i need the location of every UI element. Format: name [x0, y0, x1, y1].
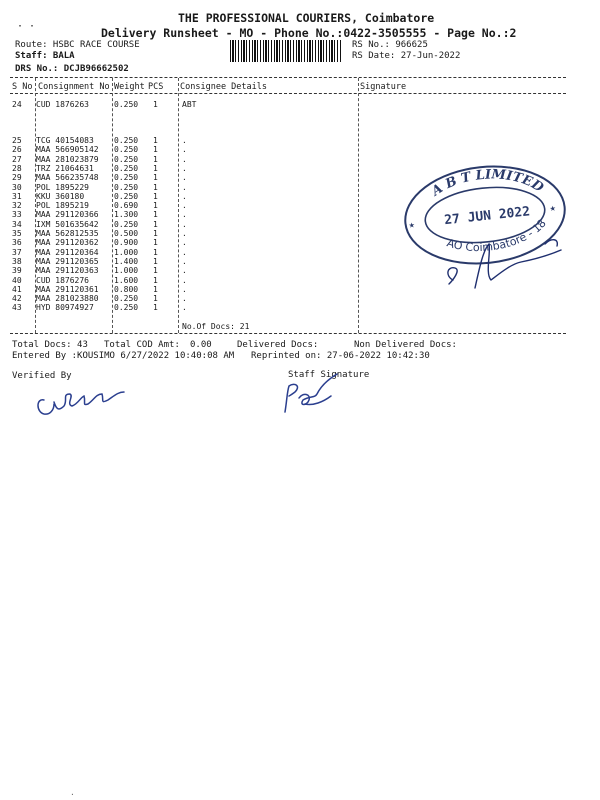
stamp-date: 27 JUN 2022 — [443, 204, 531, 229]
no-of-docs: No.Of Docs: 21 — [182, 322, 250, 331]
cell-consignee: . — [182, 266, 187, 276]
cell-consignee: . — [182, 191, 187, 201]
cell-sno: 42 — [12, 294, 22, 304]
entered-by: Entered By :KOUSIMO 6/27/2022 10:40:08 AM — [12, 351, 235, 361]
total-docs: Total Docs: 43 — [12, 340, 88, 350]
col-header-consignee: Consignee Details — [180, 82, 267, 92]
cell-consignment: MAA 291120363 — [36, 266, 99, 276]
cell-pcs: 1 — [153, 275, 158, 285]
staff-signature — [275, 368, 355, 418]
cell-consignee: . — [182, 294, 187, 304]
receiver-signature — [435, 228, 585, 308]
col-header-signature: Signature — [360, 82, 407, 92]
cell-weight: 1.600 — [114, 275, 139, 285]
cell-consignee: . — [182, 136, 187, 145]
cell-weight: 0.800 — [114, 284, 139, 294]
cell-weight: 0.250 — [114, 191, 139, 201]
cell-consignee: . — [182, 256, 187, 266]
cell-weight: 0.250 — [114, 163, 139, 173]
cell-consignee: . — [182, 210, 187, 220]
cell-consignee: . — [182, 201, 187, 211]
staff-label: Staff: BALA — [15, 51, 75, 61]
cell-pcs: 1 — [153, 219, 158, 229]
cell-pcs: 1 — [153, 294, 158, 304]
col-header-weight: Weight — [114, 82, 145, 92]
company-title: THE PROFESSIONAL COURIERS, Coimbatore — [178, 11, 435, 25]
cell-pcs: 1 — [153, 163, 158, 173]
cell-sno: 29 — [12, 173, 22, 183]
cell-sno: 37 — [12, 247, 22, 257]
cell-consignment: MAA 291120364 — [36, 247, 99, 257]
cell-consignment: POL 1895229 — [36, 182, 89, 192]
cell-consignment: MAA 562812535 — [36, 229, 99, 238]
svg-text:A B T LIMITED — [426, 161, 548, 207]
route-label: Route: HSBC RACE COURSE — [15, 40, 140, 50]
cell-consignee: . — [182, 247, 187, 257]
cell-weight: 0.250 — [114, 173, 139, 183]
cell-consignee: . — [182, 163, 187, 173]
cell-weight: 0.690 — [114, 201, 139, 211]
col-header-sno: S No — [12, 82, 33, 92]
cell-weight: 1.300 — [114, 210, 139, 220]
cell-pcs: 1 — [153, 284, 158, 294]
stamp-star-icon-right: ★ — [549, 202, 557, 215]
dot-mark: · · — [17, 21, 36, 32]
verified-by-label: Verified By — [12, 371, 72, 381]
stamp-top-text: A B T LIMITED — [429, 167, 546, 200]
cell-sno: 39 — [12, 266, 22, 276]
total-cod-label: Total COD Amt: — [104, 340, 180, 350]
cell-consignee: ABT — [182, 100, 197, 109]
cell-sno: 24 — [12, 100, 22, 109]
cell-sno: 32 — [12, 201, 22, 211]
table-row — [10, 100, 566, 109]
cell-sno: 41 — [12, 284, 22, 294]
cell-pcs: 1 — [153, 210, 158, 220]
table-row — [10, 145, 566, 154]
cell-sno: 40 — [12, 275, 22, 285]
runsheet-subtitle: Delivery Runsheet - MO - Phone No.:0422-3505555 - Page No.:2 — [101, 26, 517, 40]
stamp-star-icon: ★ — [408, 219, 416, 232]
cell-consignment: MAA 281023880 — [36, 294, 99, 304]
cell-pcs: 1 — [153, 247, 158, 257]
cell-pcs: 1 — [153, 238, 158, 248]
cell-consignee: . — [182, 154, 187, 164]
cell-consignment: MAA 566905142 — [36, 145, 99, 155]
table-bottom-border — [10, 333, 566, 334]
cell-pcs: 1 — [153, 303, 158, 313]
cell-sno: 33 — [12, 210, 22, 220]
col-header-pcs: PCS — [148, 82, 164, 92]
cell-consignee: . — [182, 219, 187, 229]
cell-pcs: 1 — [153, 136, 158, 145]
cell-weight: 0.250 — [114, 136, 139, 145]
cell-consignee: . — [182, 275, 187, 285]
cell-weight: 0.250 — [114, 219, 139, 229]
cell-consignment: MAA 291120366 — [36, 210, 99, 220]
cell-sno: 31 — [12, 191, 22, 201]
cell-consignment: MAA 291120362 — [36, 238, 99, 248]
cell-consignment: CUD 1876263 — [36, 100, 89, 109]
cell-sno: 36 — [12, 238, 22, 248]
cell-pcs: 1 — [153, 145, 158, 155]
total-cod-value: 0.00 — [190, 340, 212, 350]
cell-sno: 30 — [12, 182, 22, 192]
cell-sno: 27 — [12, 154, 22, 164]
cell-pcs: 1 — [153, 256, 158, 266]
cell-pcs: 1 — [153, 100, 158, 109]
cell-weight: 0.250 — [114, 182, 139, 192]
cell-pcs: 1 — [153, 182, 158, 192]
verifier-signature — [30, 380, 140, 420]
cell-consignment: CUD 1876276 — [36, 275, 89, 285]
cell-consignee: . — [182, 238, 187, 248]
cell-weight: 0.250 — [114, 100, 139, 109]
cell-pcs: 1 — [153, 229, 158, 238]
col-header-consignment: Consignment No — [38, 82, 110, 92]
cell-sno: 38 — [12, 256, 22, 266]
cell-consignee: . — [182, 173, 187, 183]
cell-consignee: . — [182, 229, 187, 238]
cell-consignment: POL 1895219 — [36, 201, 89, 211]
cell-consignment: TCG 40154083 — [36, 136, 94, 145]
cell-consignment: KKU 360180 — [36, 191, 85, 201]
cell-consignee: . — [182, 182, 187, 192]
table-row — [10, 136, 566, 145]
cell-pcs: 1 — [153, 173, 158, 183]
cell-pcs: 1 — [153, 266, 158, 276]
barcode — [230, 40, 342, 62]
cell-consignee: . — [182, 145, 187, 155]
rs-number: RS No.: 966625 — [352, 40, 428, 50]
non-delivered-docs: Non Delivered Docs: — [354, 340, 457, 350]
stamp-bottom-text: AO Coimbatore - 18 — [445, 216, 549, 255]
cell-sno: 25 — [12, 136, 22, 145]
table-header-border — [10, 93, 566, 94]
cell-weight: 1.000 — [114, 247, 139, 257]
cell-weight: 1.000 — [114, 266, 139, 276]
drs-number: DRS No.: DCJB96662502 — [15, 64, 129, 74]
reprinted-on: Reprinted on: 27-06-2022 10:42:30 — [251, 351, 430, 361]
cell-weight: 0.250 — [114, 294, 139, 304]
cell-pcs: 1 — [153, 201, 158, 211]
cell-weight: 1.400 — [114, 256, 139, 266]
cell-weight: 0.250 — [114, 145, 139, 155]
cell-consignment: IXM 501635642 — [36, 219, 99, 229]
cell-pcs: 1 — [153, 154, 158, 164]
cell-weight: 0.250 — [114, 154, 139, 164]
cell-consignment: TRZ 21064631 — [36, 163, 94, 173]
cell-consignee: . — [182, 303, 187, 313]
cell-consignment: HYD 80974927 — [36, 303, 94, 313]
cell-weight: 0.900 — [114, 238, 139, 248]
cell-sno: 26 — [12, 145, 22, 155]
delivered-docs: Delivered Docs: — [237, 340, 319, 350]
cell-sno: 43 — [12, 303, 22, 313]
cell-sno: 35 — [12, 229, 22, 238]
cell-consignment: MAA 291120361 — [36, 284, 99, 294]
table-top-border — [10, 77, 566, 78]
cell-sno: 28 — [12, 163, 22, 173]
cell-weight: 0.500 — [114, 229, 139, 238]
cell-consignment: MAA 291120365 — [36, 256, 99, 266]
cell-sno: 34 — [12, 219, 22, 229]
rs-date: RS Date: 27-Jun-2022 — [352, 51, 461, 61]
cell-consignment: MAA 281023879 — [36, 154, 99, 164]
cell-weight: 0.250 — [114, 303, 139, 313]
cell-consignee: . — [182, 284, 187, 294]
cell-pcs: 1 — [153, 191, 158, 201]
page-mark: · — [70, 790, 75, 799]
cell-consignment: MAA 566235748 — [36, 173, 99, 183]
staff-signature-label: Staff Signature — [288, 370, 370, 380]
